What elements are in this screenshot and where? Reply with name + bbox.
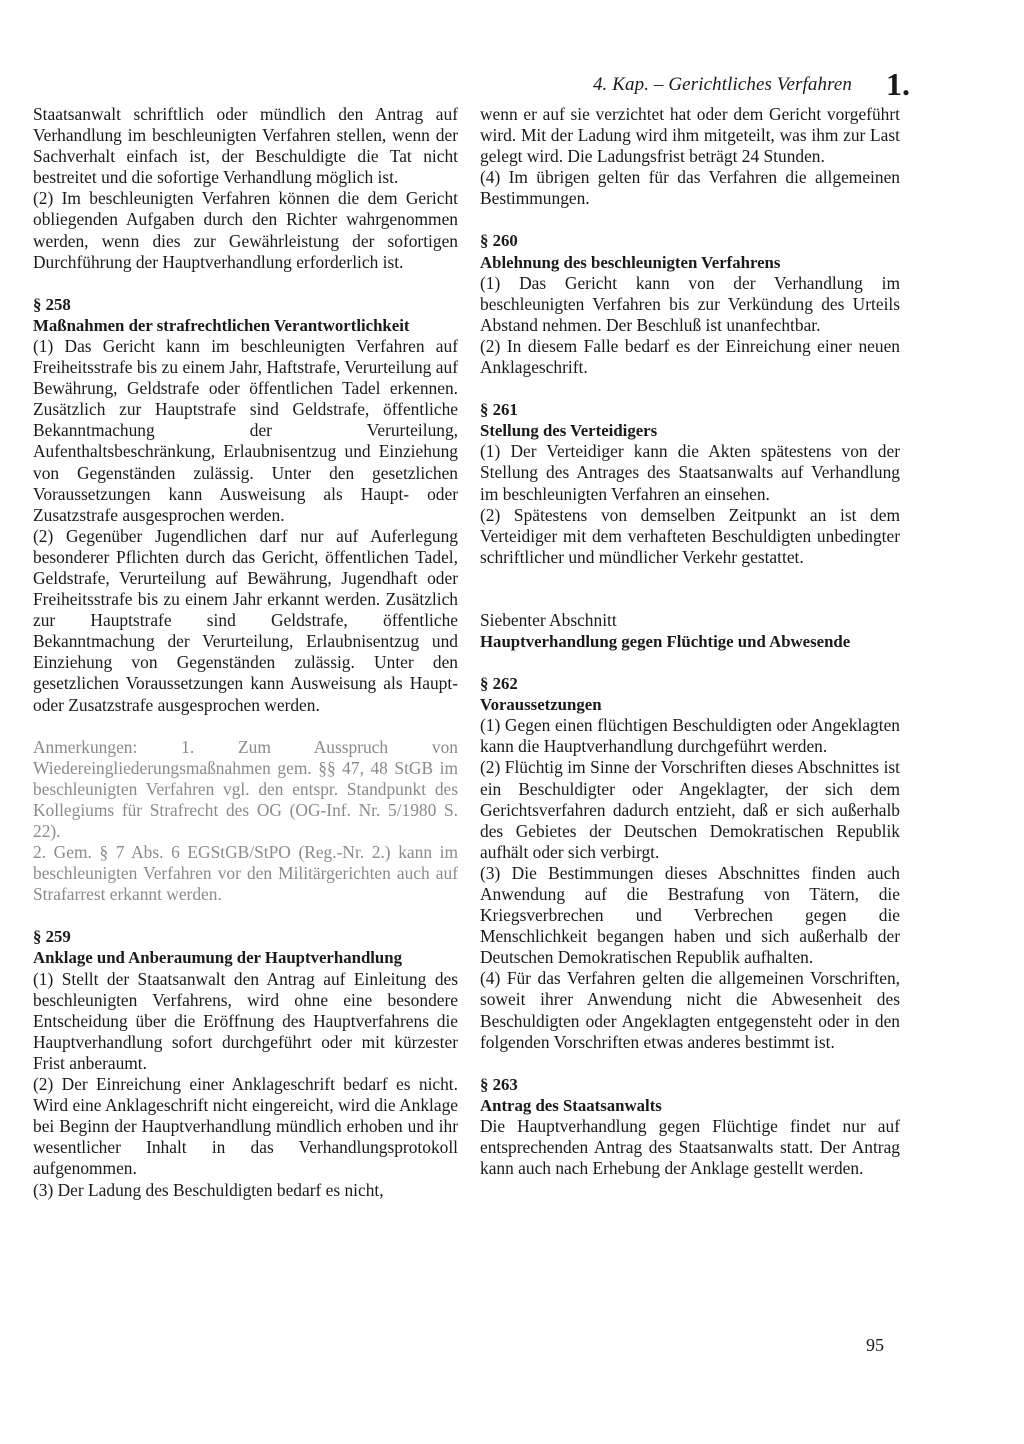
section-paragraph: (1) Der Verteidiger kann die Akten spätestens von der Stellung des Antrages des Staatsanwalts auf Verhandlung im beschleunigten Verfahren an einsehen.	[480, 441, 900, 504]
intro-paragraph: (2) Im beschleunigten Verfahren können die dem Gericht obliegenden Aufgaben durch den Richter wahrgenommen werden, wenn dies zur Gewährleistung der sofortigen Durchführung der Hauptverhandlung erforderlich ist.	[33, 188, 458, 272]
section-number: § 260	[480, 231, 518, 251]
section-paragraph: (2) Spätestens von demselben Zeitpunkt an ist dem Verteidiger mit dem verhafteten Beschuldigten unbedingter schriftlicher und mündlicher Verkehr gestattet.	[480, 504, 900, 567]
section-paragraph: (2) Gegenüber Jugendlichen darf nur auf Auferlegung besonderer Pflichten durch das Gericht, öffentlichen Tadel, Geldstrafe, Verurteilung auf Bewährung, Jugendhaft oder Freiheitsstrafe bis zu einem Jahr erkannt werden. Zusätzlich zur Hauptstrafe sind Geldstrafe, öffentliche Bekanntmachung der Verurteilung, Erlaubnisentzug und Einziehung von Gegenständen zulässig. Unter den gesetzlichen Voraussetzungen kann Ausweisung als Haupt- oder Zusatzstrafe ausgesprochen werden.	[33, 525, 458, 715]
section-title: Maßnahmen der strafrechtlichen Verantwortlichkeit	[33, 315, 410, 335]
section-title: Anklage und Anberaumung der Hauptverhandlung	[33, 948, 402, 968]
chapter-number: 1.	[886, 66, 910, 102]
section-number: § 263	[480, 1074, 518, 1094]
header-title: 4. Kap. – Gerichtliches Verfahren	[592, 74, 852, 95]
page-number: 95	[866, 1335, 884, 1355]
section-number: § 259	[33, 927, 71, 947]
note-paragraph: 2. Gem. § 7 Abs. 6 EGStGB/StPO (Reg.-Nr. 2.) kann im beschleunigten Verfahren vor den Militärgerichten auch auf Strafarrest erkannt werden.	[33, 842, 458, 905]
section-paragraph: (1) Gegen einen flüchtigen Beschuldigten oder Angeklagten kann die Hauptverhandlung durchgeführt werden.	[480, 715, 900, 757]
continued-paragraph: (4) Im übrigen gelten für das Verfahren die allgemeinen Bestimmungen.	[480, 167, 900, 209]
section-260	[480, 230, 900, 378]
section-number: § 262	[480, 674, 518, 694]
annotation-note	[33, 737, 458, 906]
left-column	[33, 104, 458, 1201]
section-title: Antrag des Staatsanwalts	[480, 1095, 662, 1115]
section-number: § 258	[33, 294, 71, 314]
section-259	[33, 926, 458, 1200]
chapter-title: Hauptverhandlung gegen Flüchtige und Abwesende	[480, 631, 851, 651]
section-paragraph: (4) Für das Verfahren gelten die allgemeinen Vorschriften, soweit ihrer Anwendung nicht die Abwesenheit des Beschuldigten oder Angeklagten entgegensteht oder in den folgenden Vorschriften etwas anderes bestimmt ist.	[480, 968, 900, 1052]
section-paragraph: (1) Das Gericht kann im beschleunigten Verfahren auf Freiheitsstrafe bis zu einem Jahr, Haftstrafe, Verurteilung auf Bewährung, Geldstrafe oder öffentlichen Tadel erkennen. Zusätzlich zur Hauptstrafe sind Geldstrafe, öffentliche Bekanntmachung der Verurteilung, Aufenthaltsbeschränkung, Erlaubnisentzug und Einziehung von Gegenständen zulässig. Unter den gesetzlichen Voraussetzungen kann Ausweisung als Haupt- oder Zusatzstrafe ausgesprochen werden.	[33, 335, 458, 525]
section-paragraph: (3) Die Bestimmungen dieses Abschnittes finden auch Anwendung auf die Bestrafung von Tätern, die Kriegsverbrechen und Verbrechen gegen die Menschlichkeit begangen haben und sich außerhalb der Deutschen Demokratischen Republik aufhalten.	[480, 862, 900, 968]
section-paragraph: (3) Der Ladung des Beschuldigten bedarf es nicht,	[33, 1179, 384, 1200]
section-paragraph: Die Hauptverhandlung gegen Flüchtige findet nur auf entsprechenden Antrag des Staatsanwalts statt. Der Antrag kann auch nach Erhebung der Anklage gestellt werden.	[480, 1115, 900, 1179]
section-paragraph: (1) Das Gericht kann von der Verhandlung im beschleunigten Verfahren bis zur Verkündung des Urteils Abstand nehmen. Der Beschluß ist unanfechtbar.	[480, 272, 900, 335]
running-header	[540, 66, 910, 106]
section-title: Voraussetzungen	[480, 695, 602, 715]
section-paragraph: (2) In diesem Falle bedarf es der Einreichung einer neuen Anklageschrift.	[480, 335, 900, 378]
chapter-label: Siebenter Abschnitt	[480, 609, 617, 630]
right-column	[480, 104, 900, 1179]
section-number: § 261	[480, 400, 518, 420]
section-paragraph: (2) Flüchtig im Sinne der Vorschriften dieses Abschnittes ist ein Beschuldigter oder Angeklagter, der sich dem Gerichtsverfahren dadurch entzieht, daß er sich außerhalb des Gebietes der Deutschen Demokratischen Republik aufhält oder sich verbirgt.	[480, 757, 900, 862]
section-title: Stellung des Verteidigers	[480, 421, 658, 441]
section-262	[480, 673, 900, 1053]
section-261	[480, 399, 900, 568]
note-paragraph: Anmerkungen: 1. Zum Ausspruch von Wiedereingliederungsmaßnahmen gem. §§ 47, 48 StGB im beschleunigten Verfahren vgl. den entspr. Standpunkt des Kollegiums für Strafrecht des OG (OG-Inf. Nr. 5/1980 S. 22).	[33, 736, 458, 841]
section-title: Ablehnung des beschleunigten Verfahrens	[480, 252, 781, 272]
section-paragraph: (1) Stellt der Staatsanwalt den Antrag auf Einleitung des beschleunigten Verfahrens, wird ohne eine besondere Entscheidung über die Eröffnung des Hauptverfahrens die Hauptverhandlung sofort durchgeführt oder mit kürzester Frist anberaumt.	[33, 968, 458, 1073]
section-paragraph: (2) Der Einreichung einer Anklageschrift bedarf es nicht. Wird eine Anklageschrift nicht eingereicht, wird die Anklage bei Beginn der Hauptverhandlung mündlich erhoben und ihr wesentlicher Inhalt in das Verhandlungsprotokoll aufgenommen.	[33, 1074, 458, 1179]
continued-paragraph: wenn er auf sie verzichtet hat oder dem Gericht vorgeführt wird. Mit der Ladung wird ihm mitgeteilt, was ihm zur Last gelegt wird. Die Ladungsfrist beträgt 24 Stunden.	[480, 104, 900, 167]
section-258	[33, 294, 458, 716]
intro-paragraph: Staatsanwalt schriftlich oder mündlich den Antrag auf Verhandlung im beschleunigten Verfahren stellen, wenn der Sachverhalt einfach ist, der Beschuldigte die Tat nicht bestreitet und die sofortige Verhandlung möglich ist.	[33, 104, 458, 188]
section-263	[480, 1074, 900, 1179]
